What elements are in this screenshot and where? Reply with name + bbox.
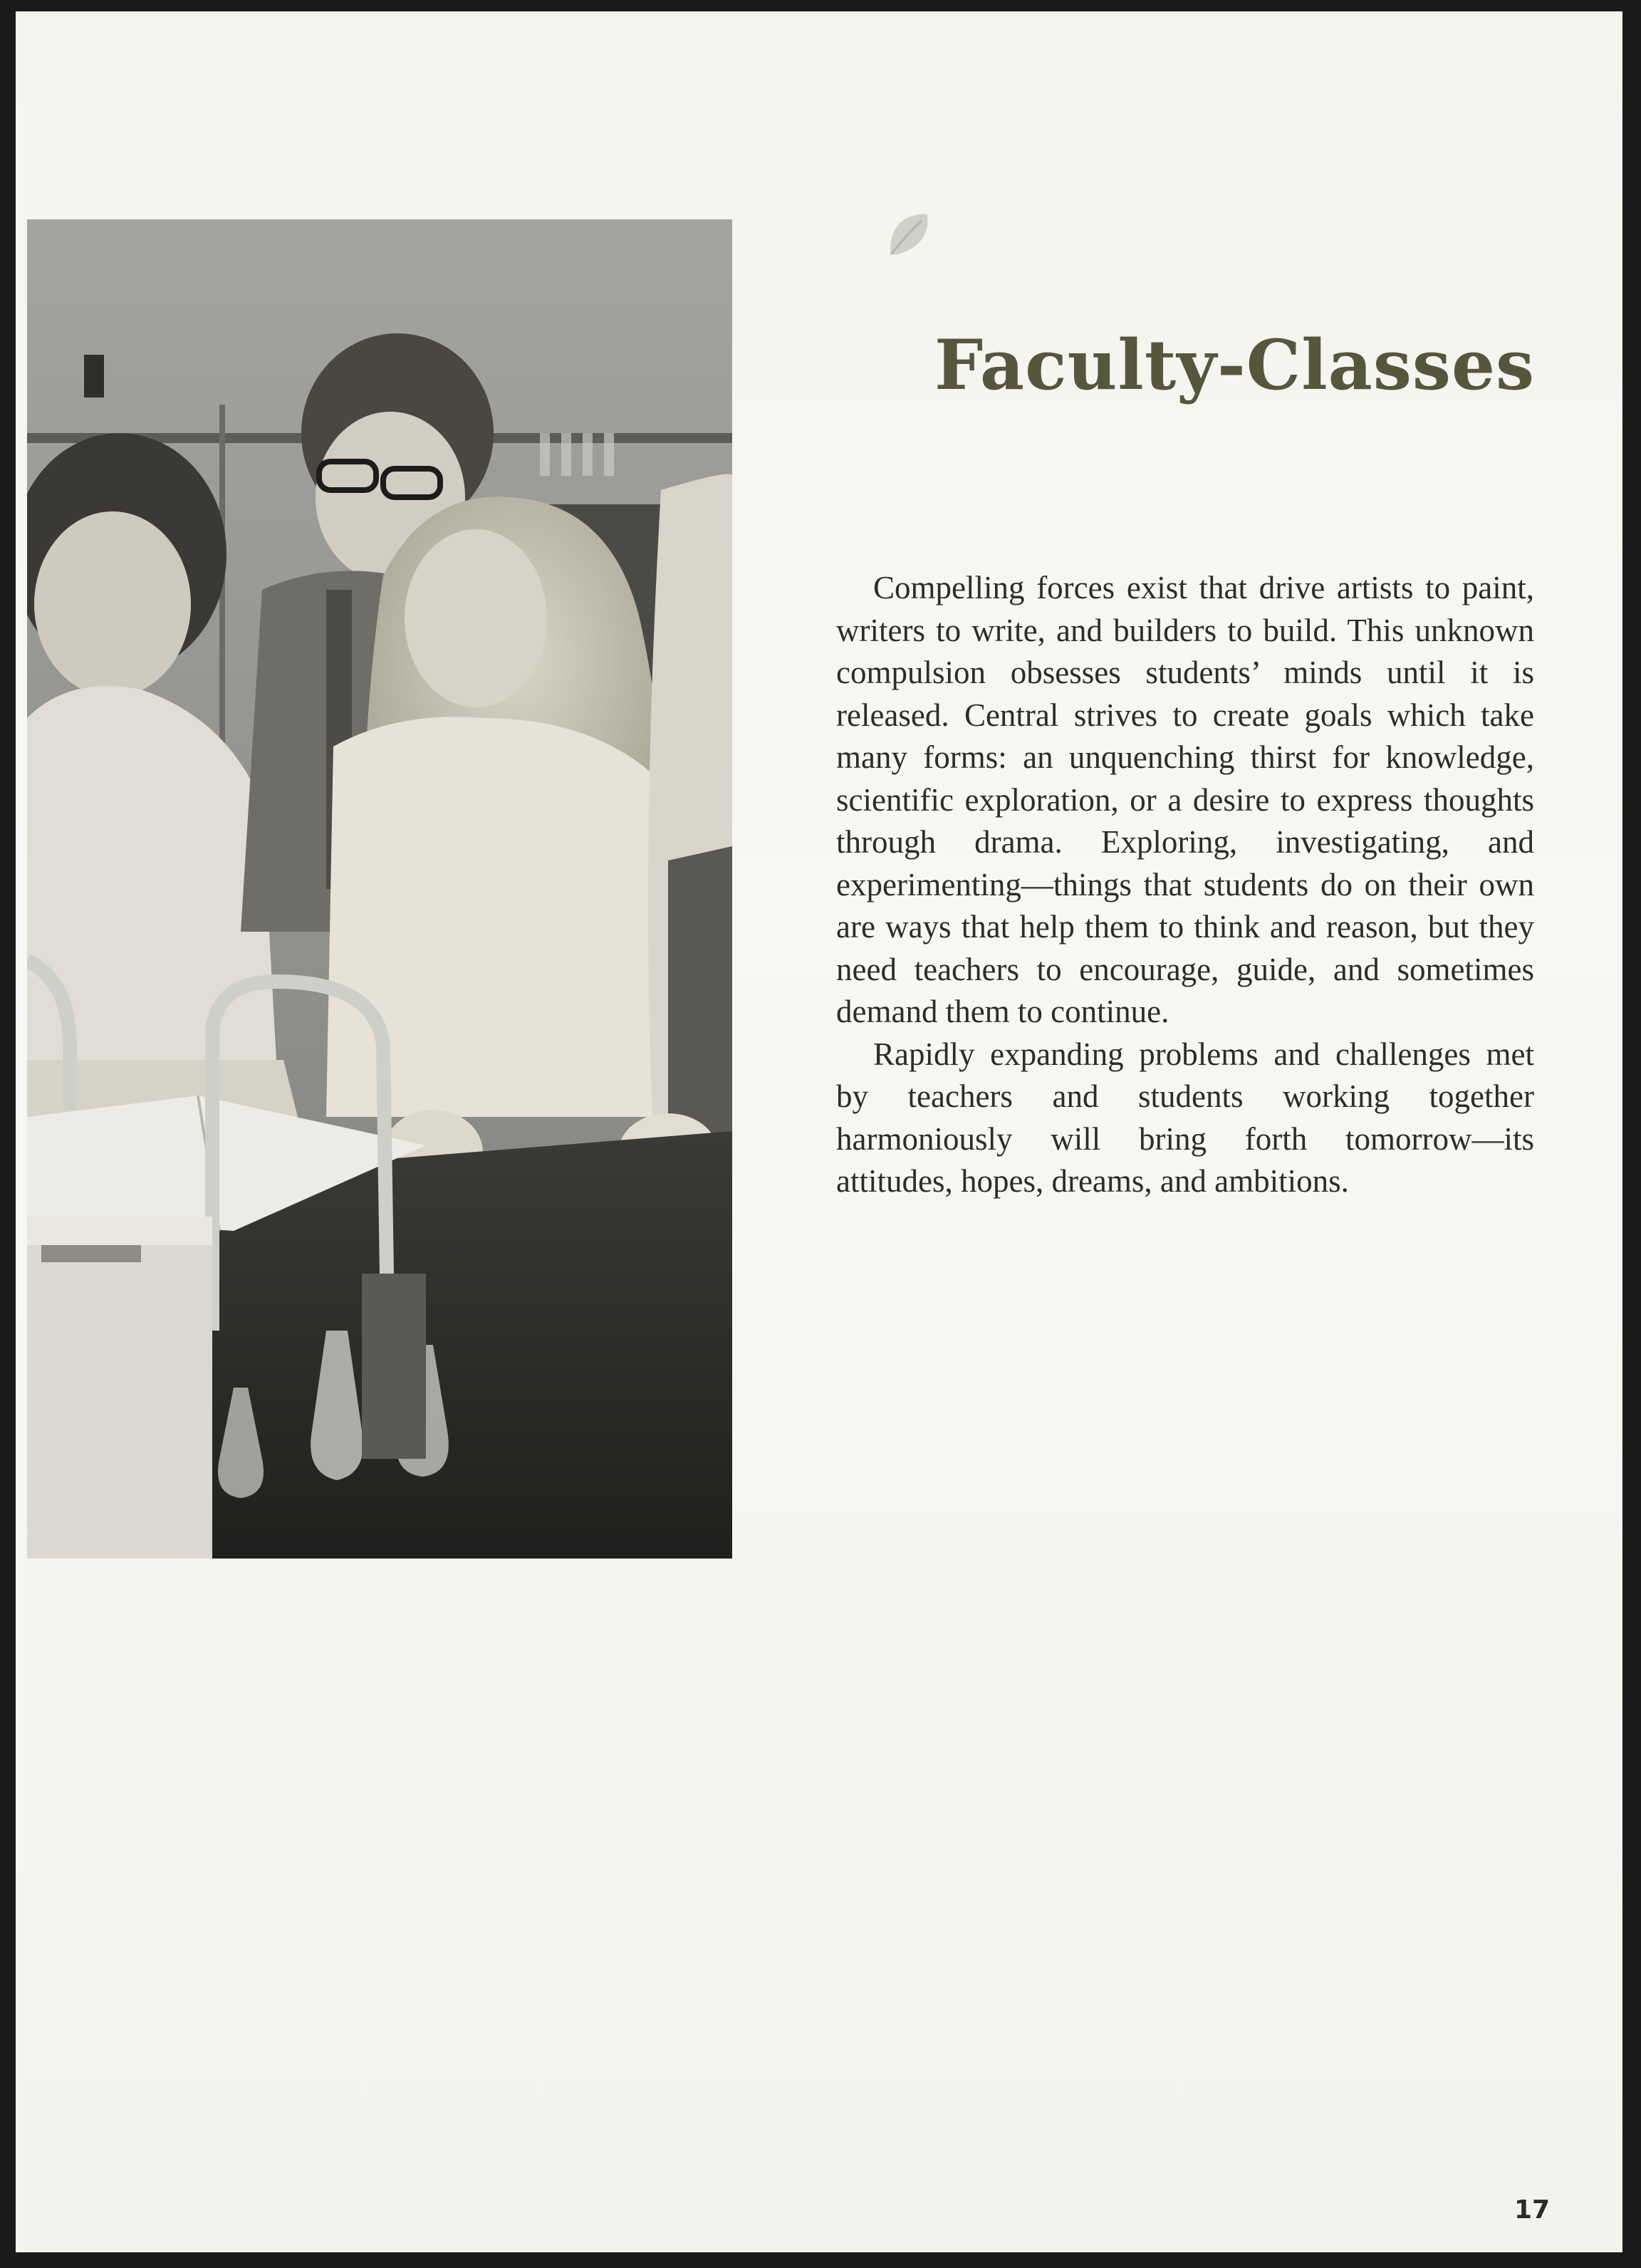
page-number: 17: [1514, 2195, 1551, 2225]
photo-students-at-lab-bench: [27, 219, 732, 1559]
yearbook-page: [16, 11, 1622, 2252]
leaf-icon: [886, 211, 932, 259]
body-text: [836, 567, 1534, 1203]
paragraph-2: Rapidly expanding problems and challenges met by teachers and students working together harmoniously will bring forth tomorrow—its attitudes, hopes, dreams, and ambitions.: [836, 1036, 1534, 1199]
lab-photo-illustration: [27, 219, 732, 1559]
paragraph-1: Compelling forces exist that drive artists to paint, writers to write, and builders to build. This unknown compulsion obsesses students’ minds until it is released. Central strives to create goals which take many forms: an unquenching thirst for knowledge, scientific exploration, or a desire to express thoughts through drama. Exploring, investigating, and experimenting—things that students do on their own are ways that help them to think and reason, but they need teachers to encourage, guide, and sometimes demand them to continue.: [836, 570, 1534, 1029]
page-title: Faculty-Classes: [934, 325, 1536, 405]
